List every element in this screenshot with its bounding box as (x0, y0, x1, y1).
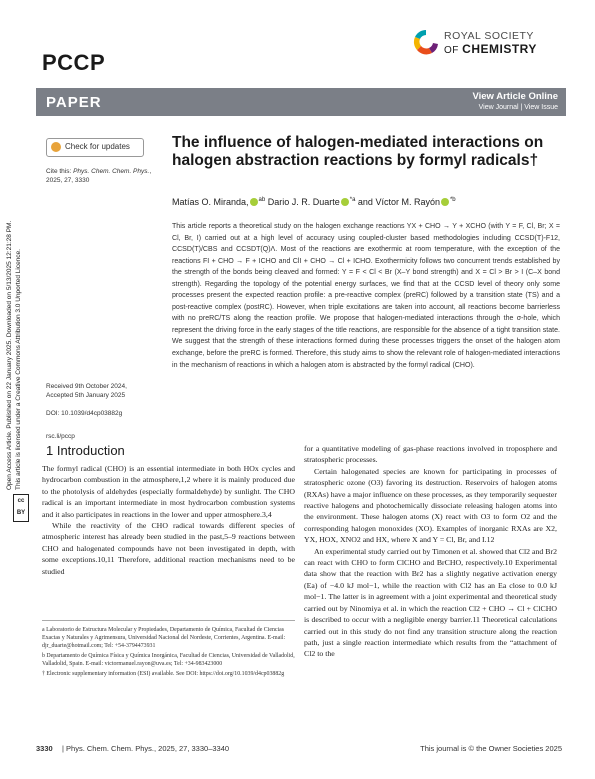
article-type-banner (36, 88, 566, 116)
article-type: PAPER (46, 94, 102, 111)
author-2[interactable]: Dario J. R. Duarte (265, 197, 340, 207)
left-column (42, 463, 295, 577)
article-dates (46, 383, 166, 401)
section-heading: 1 Introduction (46, 443, 125, 458)
banner-links (479, 104, 558, 111)
abstract: This article reports a theoretical study on the halogen exchange reactions YX + CHO → Y + XCHO (with Y = F, Cl, Br; X = Cl, Br, I) carried out at a high level of accuracy using coupled-cluster based methodologies including CCSD(T)-F12, CCSD(T)/CBS and CCSDT(Q)Λ. Most of the reactions are exothermic at room temperature, with the exception of the reactions FI + CHO → F + ICHO and ClI + CHO → Cl + ICHO. Exothermicity follows two concurrent trends established by the strength of the bonds being cleaved and formed: Y = F < Cl < Br (X–Y bond strength) and X = Cl > Br > I (C–X bond strength). Regarding the topology of the potential energy surfaces, we find that at the CCSD level of theory only some processes present the expected reaction profile: a pre-reactive complex (preRC) followed by a transition state (TS) and a post-reactive complex (postRC). However, when triple excitations are taken into account, all reactions become barrierless with no preRC/TS along the reaction profile. We propose that halogen-mediated interactions through the σ-hole, which represent the driving force in the early stages of the title reactions, are responsible for the absence of a tight transition state. We suggest that the strength of these interactions formed during these processes triggers the onset of the halogen atom exchange, before the preRC is formed. Therefore, this study aims to show the relevant role of halogen-mediated interactions in the mechanism of reactions in which a halogen atom is abstracted by the formyl radical (CHO). (172, 223, 560, 369)
rsc-logo-icon (412, 28, 440, 56)
accepted-date: Accepted 5th January 2025 (46, 391, 126, 399)
paragraph: While the reactivity of the CHO radical towards different species of atmospheric interest has already been studied in the past,5–9 reactions between CHO and halogenated compounds have not been investigated in depth, with some exceptions.10,11 Therefore, additional reaction mechanisms need to be studied (42, 521, 295, 576)
journal-name: PCCP (42, 50, 106, 75)
page-footer (36, 744, 562, 756)
footnote[interactable]: † Electronic supplementary information (ESI) available. See DOI: https://doi.org/10.1039/d4cp03882g (42, 671, 285, 677)
paragraph: The formyl radical (CHO) is an essential intermediate in both HOx cycles and hydrocarbon combustion in the atmosphere,1,2 where it is mainly produced due to the photolysis of aldehydes (especially formaldehyde) by sunlight. The CHO radical is an important intermediate in most hydrocarbon combustion systems and it also participates in reactions in the lower and upper atmosphere.3,4 (42, 464, 295, 519)
logo-line-1: ROYAL SOCIETY (444, 30, 534, 42)
update-icon (51, 142, 61, 152)
sidebar-line-2[interactable]: This article is licensed under a Creative Commons Attribution 3.0 Unported Licence. (14, 249, 22, 490)
author-3-affil: *b (449, 197, 456, 203)
check-for-updates-button[interactable] (46, 138, 144, 157)
orcid-icon[interactable] (441, 198, 449, 206)
cite-this (46, 167, 166, 185)
author-1[interactable]: Matías O. Miranda, (172, 197, 249, 207)
banner-sep: | (518, 104, 525, 111)
author-3[interactable]: and Víctor M. Rayón (355, 197, 440, 207)
sidebar-line-1[interactable]: Open Access Article. Published on 22 January 2025. Downloaded on 5/13/2025 12:21:28 PM. (6, 220, 13, 490)
view-issue-link[interactable]: View Issue (524, 104, 558, 111)
logo-bold: CHEMISTRY (462, 42, 537, 56)
view-article-online-link[interactable]: View Article Online (472, 91, 558, 102)
author-list (172, 197, 562, 207)
journal-short-link[interactable]: rsc.li/pccp (46, 433, 75, 440)
footnote: a Laboratorio de Estructura Molecular y Propiedades, Departamento de Química, Facultad de Ciencias Exactas y Naturales y Agrimensura, Universidad Nacional del Nordeste, Corrientes, Argentina. E-mail: djr_duarte@hotmail.com; Tel: +54-3794473931 (42, 627, 286, 649)
orcid-icon[interactable] (250, 198, 258, 206)
cc-by-badge[interactable]: cc BY (13, 494, 29, 522)
paragraph: for a quantitative modeling of gas-phase reactions involved in troposphere and stratospheric processes. (304, 444, 557, 465)
paragraph: An experimental study carried out by Timonen et al. showed that Cl2 and Br2 can react with CHO to form ClCHO and BrCHO, respectively.10 Experimental data show that the reaction with Br2 has a slightly negative activation energy (Ea) of −4.0 kJ mol−1, while the reaction with Cl2 has an Ea close to 0.0 kJ mol−1. The latter is in agreement with a joint experimental and theoretical study carried out by Ninomiya et al. in which the reaction Cl2 + CHO → Cl + ClCHO is described to occur with a negligible energy barrier.11 Theoretical calculations carried out in this study do not find any transition structure along the reaction path, just a single reaction intermediate which results from the “attachment of Cl2 to the (304, 546, 557, 659)
footer-citation: | Phys. Chem. Chem. Phys., 2025, 27, 3330–3340 (62, 744, 230, 753)
doi[interactable]: DOI: 10.1039/d4cp03882g (46, 410, 123, 417)
logo-prefix: OF (444, 45, 463, 56)
footer-copyright: This journal is © the Owner Societies 2025 (420, 744, 562, 753)
paragraph: Certain halogenated species are known for participating in processes of stratospheric ozone (O3) favoring its destruction. Reservoirs of halogen atoms (RXAs) have a major influence on these processes, as they temporarily sequester reactive halogens and photochemically dissociate releasing halogen atoms into the environment. These halogen atoms (X) react with O3 to form O2 and the corresponding halogen monoxides (XO). Examples of inorganic RXAs are X2, YX, HOX, XNO2 and HX, where X and Y = Cl, Br, and I.12 (304, 466, 557, 545)
orcid-icon[interactable] (341, 198, 349, 206)
author-2-affil: *a (349, 197, 356, 203)
page-number: 3330 (36, 744, 53, 753)
right-column (304, 443, 557, 660)
article-title: The influence of halogen-mediated interactions on halogen abstraction reactions by formyl radicals† (172, 134, 544, 169)
view-journal-link[interactable]: View Journal (478, 104, 519, 111)
licence-sidebar (6, 140, 36, 490)
author-1-affil: ab (258, 197, 266, 203)
cite-journal: Phys. Chem. Chem. Phys. (73, 168, 150, 175)
footnote: b Departamento de Química Física y Química Inorgánica, Facultad de Ciencias, Universidad de Valladolid, Valladolid, Spain. E-mail: victormanuel.rayon@uva.es; Tel: +34-983423000 (42, 653, 295, 667)
rsc-logo (412, 28, 562, 60)
check-for-updates-label: Check for updates (65, 142, 130, 151)
cite-rest: , 2025, 27, 3330 (46, 168, 152, 184)
footnote-divider (42, 620, 295, 621)
logo-line-2 (444, 42, 537, 56)
footnotes (42, 626, 295, 680)
received-date: Received 9th October 2024, (46, 383, 127, 390)
licence-sidebar-text (6, 140, 23, 490)
cite-label: Cite this: (46, 168, 74, 175)
